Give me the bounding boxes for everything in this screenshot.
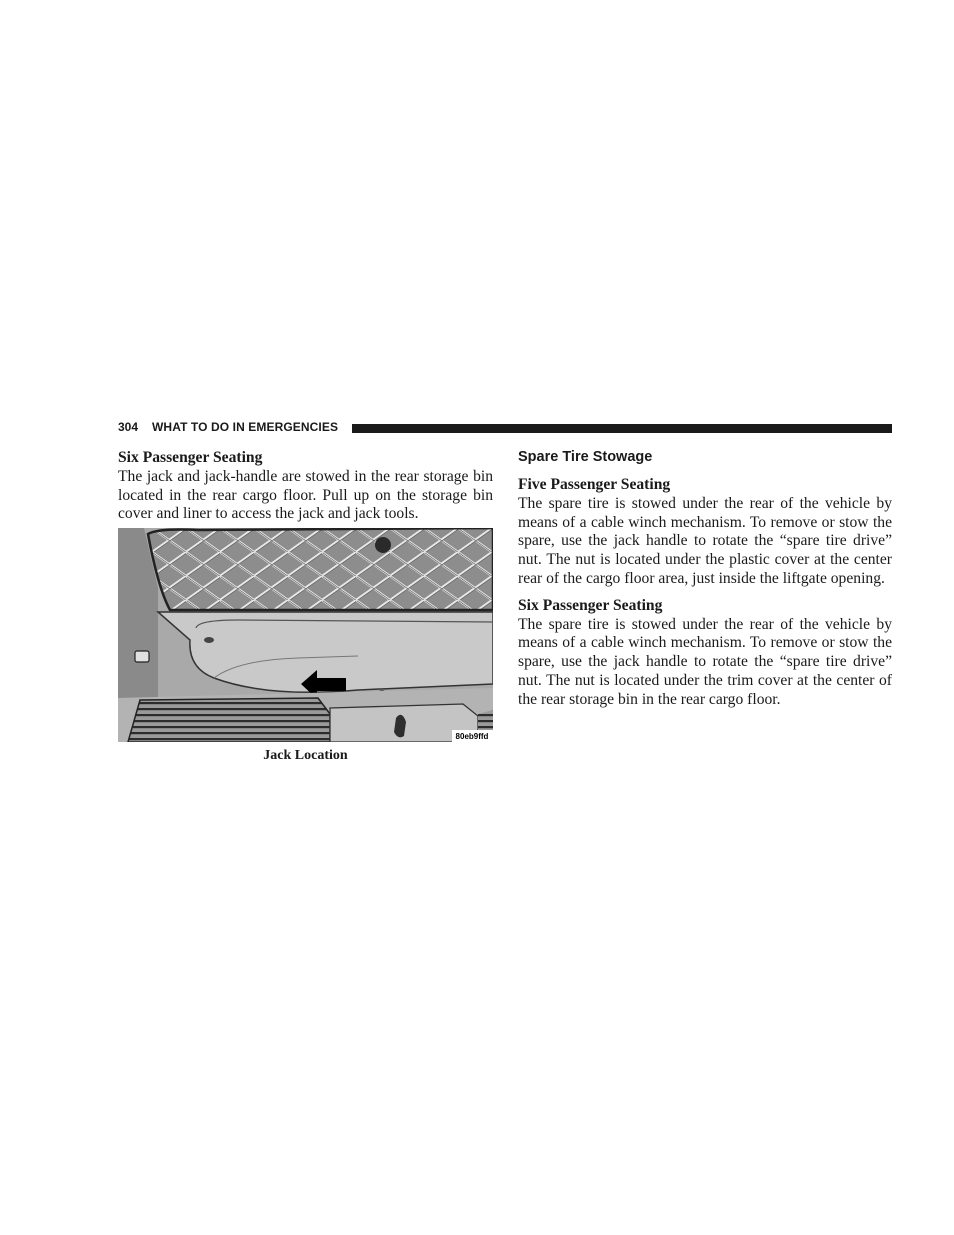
- right-paragraph-five: The spare tire is stowed under the rear of the vehicle by means of a cable winch mechanism. To remove or stow the spare, use the jack handle to rotate the “spare tire drive” nut. The nut is located under the plastic cover at the center rear of the cargo floor area, just inside the liftgate opening.: [518, 494, 892, 587]
- figure-caption: Jack Location: [263, 748, 348, 763]
- left-column: [118, 449, 493, 524]
- left-subheading: Six Passenger Seating: [118, 449, 263, 466]
- right-subheading-five: Five Passenger Seating: [518, 476, 671, 493]
- net-hook-icon: [375, 537, 391, 553]
- right-column: [518, 448, 892, 710]
- section-heading: Spare Tire Stowage: [518, 449, 653, 465]
- jack-location-illustration: [118, 528, 493, 742]
- right-subheading-six: Six Passenger Seating: [518, 596, 663, 614]
- image-code: 80eb9ffd: [455, 732, 489, 741]
- page-number: 304: [118, 420, 139, 434]
- right-paragraph-six: The spare tire is stowed under the rear of the vehicle by means of a cable winch mechanism. To remove or stow the spare, use the jack handle to rotate the “spare tire drive” nut. The nut is located under the trim cover at the center of the rear storage bin in the rear cargo floor.: [518, 615, 892, 708]
- cargo-area-drawing: [118, 528, 493, 742]
- page-header: [118, 419, 892, 437]
- left-paragraph: The jack and jack-handle are stowed in the rear storage bin located in the rear cargo floor. Pull up on the storage bin cover and liner to access the jack and jack tools.: [118, 467, 493, 523]
- header-rule: [352, 424, 892, 433]
- section-title: WHAT TO DO IN EMERGENCIES: [152, 420, 339, 434]
